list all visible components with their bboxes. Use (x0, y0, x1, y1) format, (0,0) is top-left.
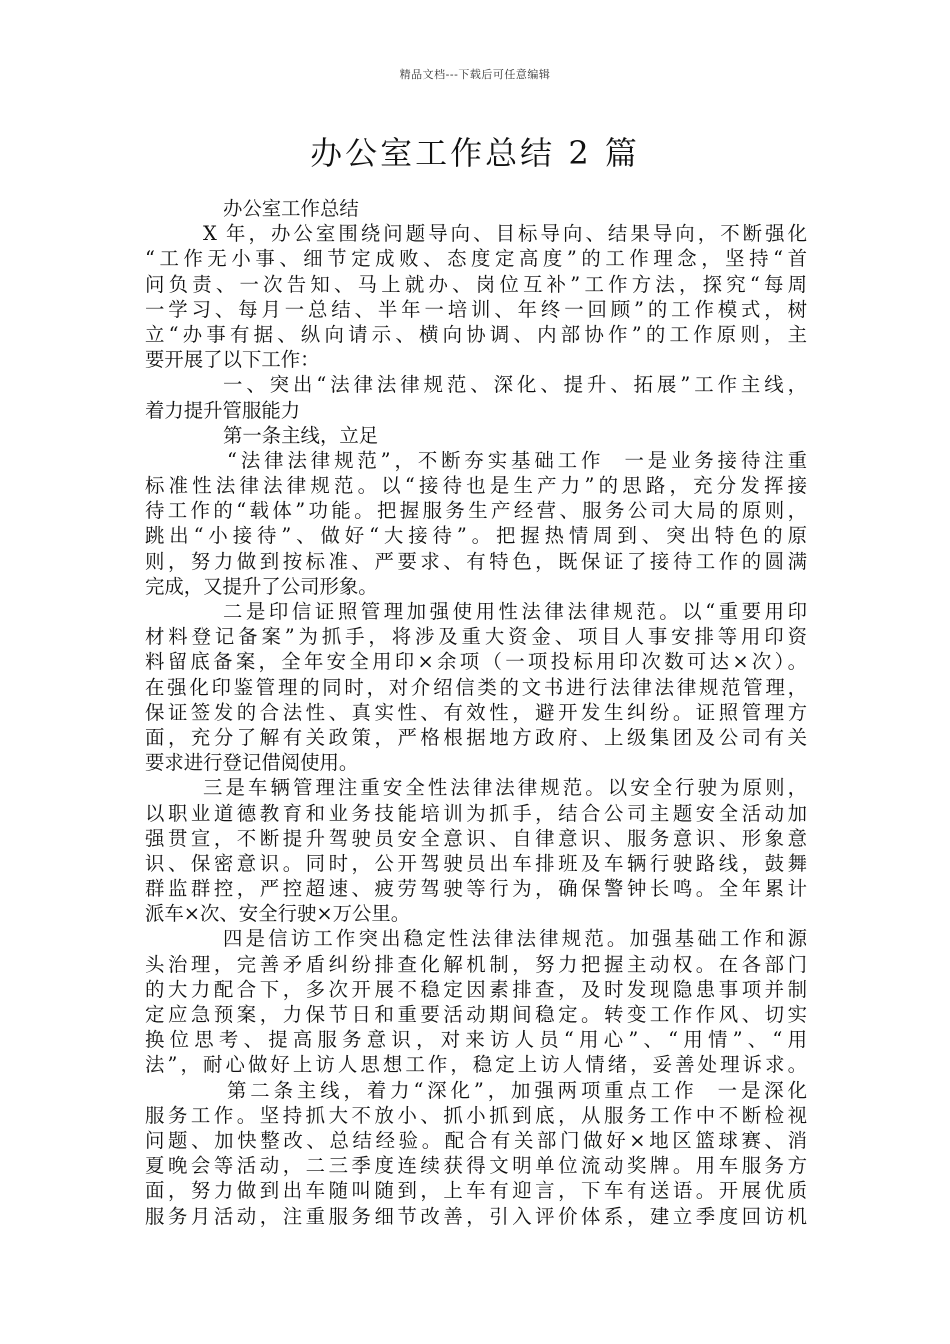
text-line: 三是车辆管理注重安全性法律法律规范。以安全行驶为原则， (203, 776, 807, 800)
text-line: 要开展了以下工作： (145, 348, 320, 372)
text-line: 二是印信证照管理加强使用性法律法律规范。以“重要用印 (223, 600, 807, 623)
text-line: 换位思考、提高服务意识，对来访人员“用心”、“用情”、“用 (145, 1028, 807, 1052)
text-line: 要求进行登记借阅使用。 (145, 751, 359, 775)
text-line: 服务月活动，注重服务细节改善，引入评价体系，建立季度回访机 (145, 1204, 807, 1228)
text-line: 头治理，完善矛盾纠纷排查化解机制，努力把握主动权。在各部门 (145, 952, 807, 976)
text-line: 服务工作。坚持抓大不放小、抓小抓到底，从服务工作中不断检视 (145, 1103, 807, 1127)
text-line: 标准性法律法律规范。以“接待也是生产力”的思路，充分发挥接 (145, 474, 807, 498)
text-line: 派车×次、安全行驶×万公里。 (145, 902, 411, 926)
text-line: “法律法律规范”，不断夯实基础工作 一是业务接待注重 (227, 448, 807, 472)
text-line: 材料登记备案”为抓手，将涉及重大资金、项目人事安排等用印资 (145, 625, 807, 649)
text-line: 识、保密意识。同时，公开驾驶员出车排班及车辆行驶路线，鼓舞 (145, 851, 807, 875)
document-body (145, 196, 807, 1229)
text-line: 料留底备案，全年安全用印×余项（一项投标用印次数可达×次）。 (145, 650, 807, 674)
text-line: 四是信访工作突出稳定性法律法律规范。加强基础工作和源 (223, 927, 807, 951)
text-line: 面，充分了解有关政策，严格根据地方政府、上级集团及公司有关 (145, 725, 807, 749)
text-line: 夏晚会等活动，二三季度连续获得文明单位流动奖牌。用车服务方 (145, 1154, 807, 1178)
text-line: 定应急预案，力保节日和重要活动期间稳定。转变工作作风、切实 (145, 1003, 807, 1026)
text-line: “工作无小事、细节定成败、态度定高度”的工作理念，坚持“首 (145, 247, 807, 271)
text-line: 面，努力做到出车随叫随到，上车有迎言，下车有送语。开展优质 (145, 1179, 807, 1203)
text-line: 以职业道德教育和业务技能培训为抓手，结合公司主题安全活动加 (145, 801, 807, 825)
text-line: 则，努力做到按标准、严要求、有特色，既保证了接待工作的圆满 (145, 549, 807, 573)
document-title: 办公室工作总结 2 篇 (310, 134, 640, 172)
page-header-note: 精品文档---下载后可任意编辑 (399, 68, 551, 81)
text-line: 强贯宣，不断提升驾驶员安全意识、自律意识、服务意识、形象意 (145, 826, 807, 850)
text-line: 着力提升管服能力 (145, 398, 301, 422)
text-line: 第一条主线，立足 (223, 423, 379, 447)
text-line: 立“办事有据、纵向请示、横向协调、内部协作”的工作原则，主 (145, 322, 807, 346)
text-line: 的大力配合下，多次开展不稳定因素排查，及时发现隐患事项并制 (145, 977, 807, 1001)
text-line: 在强化印鉴管理的同时，对介绍信类的文书进行法律法律规范管理， (145, 675, 807, 699)
text-line: 保证签发的合法性、真实性、有效性，避开发生纠纷。证照管理方 (145, 700, 807, 724)
text-line: 办公室工作总结 (223, 197, 359, 220)
text-line: 一学习、每月一总结、半年一培训、年终一回顾”的工作模式，树 (145, 297, 807, 321)
text-line: 一、突出“法律法律规范、深化、提升、拓展”工作主线， (223, 373, 807, 397)
text-line: 法”，耐心做好上访人思想工作，稳定上访人情绪，妥善处理诉求。 (145, 1053, 807, 1077)
text-line: 问题、加快整改、总结经验。配合有关部门做好×地区篮球赛、消 (145, 1128, 807, 1152)
text-line: 问负责、一次告知、马上就办、岗位互补”工作方法，探究“每周 (145, 272, 807, 296)
text-line: 完成，又提升了公司形象。 (145, 574, 378, 598)
text-line: 跳出“小接待”、做好“大接待”。把握热情周到、突出特色的原 (145, 524, 807, 548)
text-line: 群监群控，严控超速、疲劳驾驶等行为，确保警钟长鸣。全年累计 (145, 877, 807, 901)
text-line: 待工作的“载体”功能。把握服务生产经营、服务公司大局的原则， (145, 499, 807, 523)
text-line: X 年，办公室围绕问题导向、目标导向、结果导向，不断强化 (203, 222, 807, 246)
text-line: 第二条主线，着力“深化”，加强两项重点工作 一是深化 (227, 1078, 807, 1102)
